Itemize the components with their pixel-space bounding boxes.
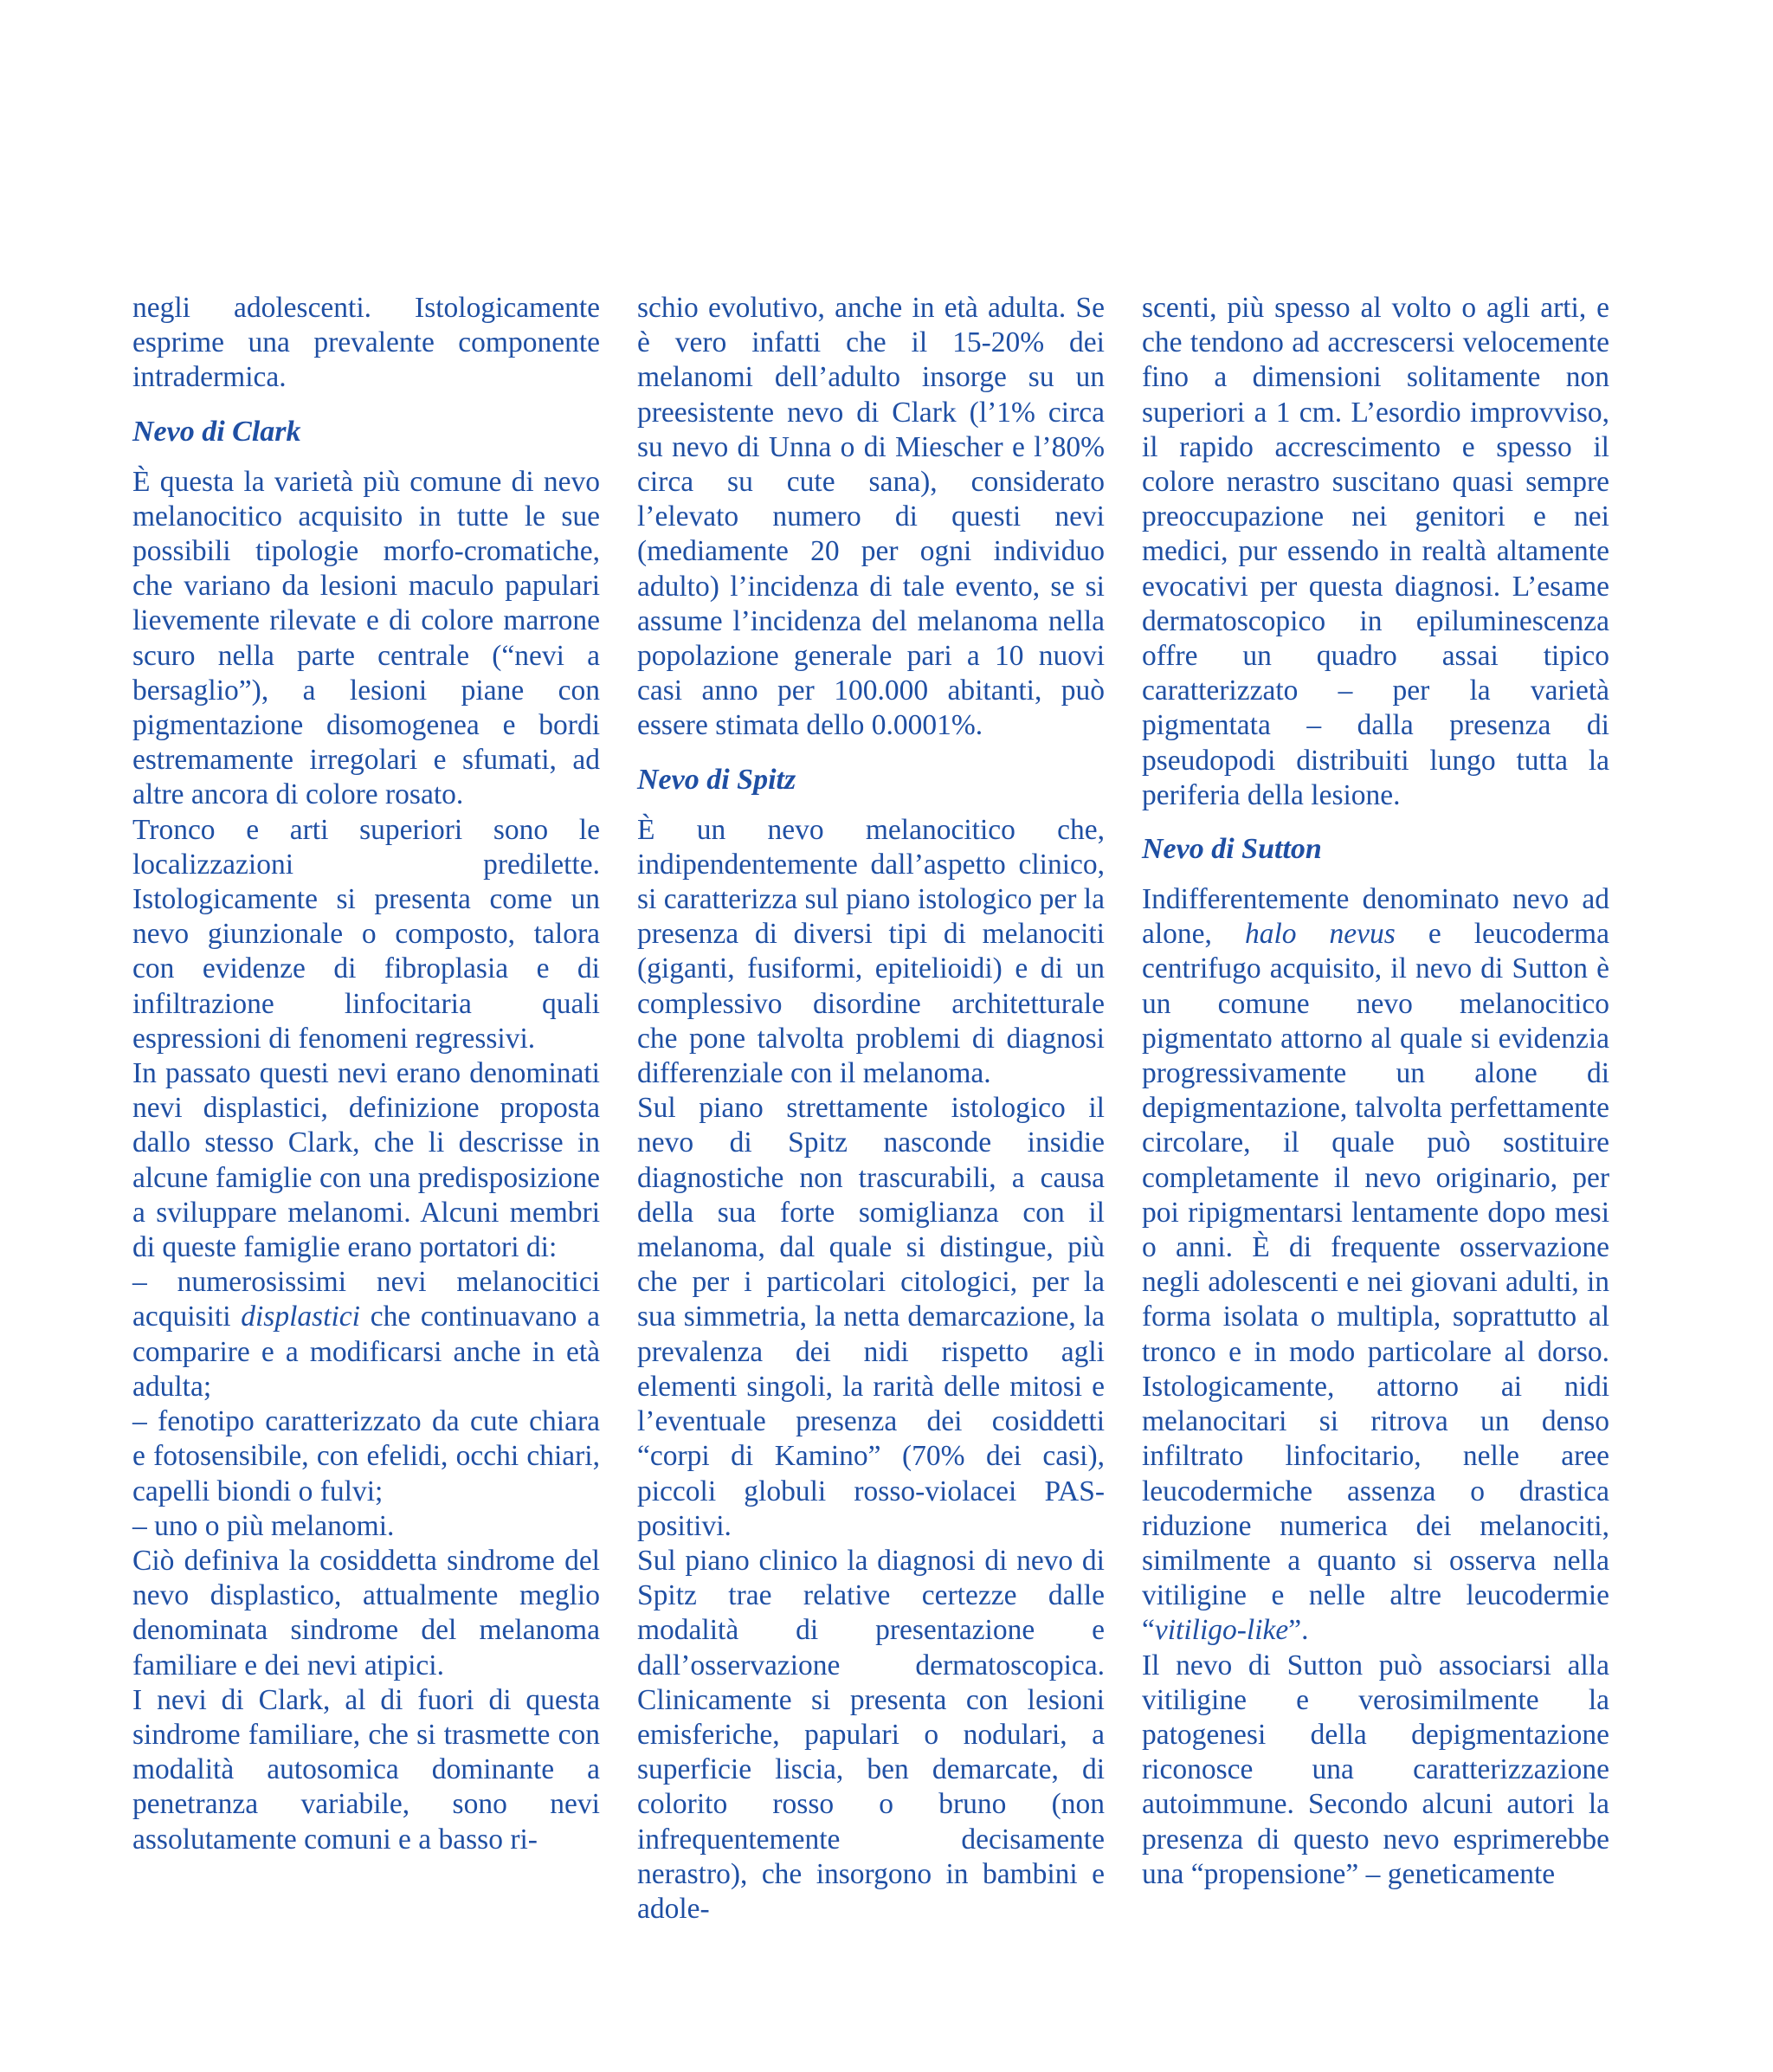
column-1: [132, 291, 600, 1857]
paragraph: Tronco e arti superiori sono le localizzazioni predilette. Istologicamente si presenta come un nevo giunzionale o composto, talora con evidenze di fibroplasia e di infiltrazione linfocitaria quali espressioni di fenomeni regressivi.: [132, 813, 600, 1055]
section-heading-nevo-di-clark: Nevo di Clark: [132, 415, 301, 448]
text: ”.: [1288, 1614, 1309, 1647]
text: – numerosissimi nevi melanocitici acquisiti: [132, 1266, 600, 1333]
list-item: – uno o più melanomi.: [132, 1509, 395, 1542]
paragraph: È un nevo melanocitico che, indipendentemente dall’aspetto clinico, si caratterizza sul piano istologico per la presenza di diversi tipi di melanociti (giganti, fusiformi, epitelioidi) e di un complessivo disordine architetturale che pone talvolta problemi di diagnosi differenziale con il melanoma.: [637, 813, 1105, 1090]
column-2: [637, 291, 1105, 1927]
paragraph: Sul piano strettamente istologico il nevo di Spitz nasconde insidie diagnostiche non trascurabili, a causa della sua forte somiglianza con il melanoma, dal quale si distingue, più che per i particolari citologici, per la sua simmetria, la netta demarcazione, la prevalenza dei nidi rispetto agli elementi singoli, la rarità delle mitosi e l’eventuale presenza dei cosiddetti “corpi di Kamino” (70% dei casi), piccoli globuli rosso-violacei PAS-positivi.: [637, 1092, 1105, 1542]
italic-term: halo nevus: [1244, 918, 1396, 951]
text: Indifferentemente denominato nevo ad alone,: [1142, 883, 1609, 951]
section-heading-nevo-di-spitz: Nevo di Spitz: [637, 763, 796, 796]
paragraph: schio evolutivo, anche in età adulta. Se è vero infatti che il 15-20% dei melanomi dell’adulto insorge su un preesistente nevo di Clark (l’1% circa su nevo di Unna o di Miescher e l’80% circa su cute sana), considerato l’elevato numero di questi nevi (mediamente 20 per ogni individuo adulto) l’incidenza di tale evento, se si assume l’incidenza del melanoma nella popolazione generale pari a 10 nuovi casi anno per 100.000 abitanti, può essere stimata dello 0.0001%.: [637, 292, 1105, 742]
paragraph: Il nevo di Sutton può associarsi alla vitiligine e verosimilmente la patogenesi della depigmentazione riconosce una caratterizzazione autoimmune. Secondo alcuni autori la presenza di questo nevo esprimerebbe una “propensione” – geneticamente: [1142, 1649, 1609, 1890]
paragraph: scenti, più spesso al volto o agli arti, e che tendono ad accrescersi velocemente fino a dimensioni solitamente non superiori a 1 cm. L’esordio improvviso, il rapido accrescimento e spesso il colore nerastro suscitano quasi sempre preoccupazione nei genitori e nei medici, pur essendo in realtà altamente evocativi per questa diagnosi. L’esame dermatoscopico in epiluminescenza offre un quadro assai tipico caratterizzato – per la varietà pigmentata – dalla presenza di pseudopodi distribuiti lungo tutta la periferia della lesione.: [1142, 292, 1609, 811]
italic-term: vitiligo-like: [1154, 1614, 1289, 1647]
text: che continuavano a comparire e a modificarsi anche in età adulta;: [132, 1301, 601, 1403]
text: e leucoderma centrifugo acquisito, il nevo di Sutton è un comune nevo melanocitico pigmentato attorno al quale si evidenzia progressivamente un alone di depigmentazione, talvolta perfettamente circolare, il quale può sostituire completamente il nevo originario, per poi ripigmentarsi lentamente dopo mesi o anni. È di frequente osservazione negli adolescenti e nei giovani adulti, in forma isolata o multipla, soprattutto al tronco e in modo particolare al dorso. Istologicamente, attorno ai nidi melanocitari si ritrova un denso infiltrato linfocitario, nelle aree leucodermiche assenza o drastica riduzione numerica dei melanociti, similmente a quanto si osserva nella vitiligine e nelle altre leucodermie “: [1142, 918, 1609, 1647]
paragraph: I nevi di Clark, al di fuori di questa sindrome familiare, che si trasmette con modalità autosomica dominante a penetranza variabile, sono nevi assolutamente comuni e a basso ri-: [132, 1683, 600, 1856]
column-3: [1142, 291, 1609, 1892]
paragraph: È questa la varietà più comune di nevo melanocitico acquisito in tutte le sue possibili tipologie morfo-cromatiche, che variano da lesioni maculo papulari lievemente rilevate e di colore marrone scuro nella parte centrale (“nevi a bersaglio”), a lesioni piane con pigmentazione disomogenea e bordi estremamente irregolari e sfumati, ad altre ancora di colore rosato.: [132, 465, 600, 811]
section-heading-nevo-di-sutton: Nevo di Sutton: [1142, 833, 1322, 866]
list-item: [132, 1265, 600, 1404]
italic-term: displastici: [241, 1301, 360, 1333]
paragraph: [1142, 882, 1609, 1648]
paragraph: negli adolescenti. Istologicamente esprime una prevalente componente intradermica.: [132, 292, 600, 394]
list-item: – fenotipo caratterizzato da cute chiara e fotosensibile, con efelidi, occhi chiari, capelli biondi o fulvi;: [132, 1405, 600, 1507]
paragraph: Sul piano clinico la diagnosi di nevo di Spitz trae relative certezze dalle modalità di presentazione e dall’osservazione dermatoscopica. Clinicamente si presenta con lesioni emisferiche, papulari o nodulari, a superficie liscia, ben demarcate, di colorito rosso o bruno (non infrequentemente decisamente nerastro), che insorgono in bambini e adole-: [637, 1544, 1105, 1925]
paragraph: In passato questi nevi erano denominati nevi displastici, definizione proposta dallo stesso Clark, che li descrisse in alcune famiglie con una predisposizione a sviluppare melanomi. Alcuni membri di queste famiglie erano portatori di:: [132, 1057, 600, 1264]
paragraph: Ciò definiva la cosiddetta sindrome del nevo displastico, attualmente meglio denominata sindrome del melanoma familiare e dei nevi atipici.: [132, 1544, 600, 1681]
